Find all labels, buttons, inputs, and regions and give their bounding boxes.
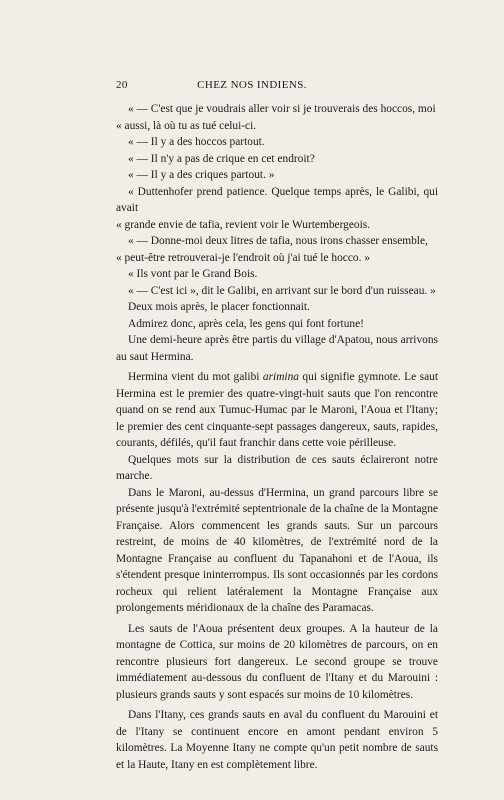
- paragraph: Les sauts de l'Aoua présentent deux groupes. A la hauteur de la montagne de Cottica, sur moins de 20 kilomètres de parcours, on en rencontre plusieurs fort dangereux. Le second groupe se trouve immédiatement au-dessous du confluent de l'Itany et du Marouini : plusieurs grands sauts y sont espacés sur moins de 10 kilomètres.: [116, 622, 438, 701]
- paragraph-text: Hermina vient du mot galibi: [128, 371, 263, 383]
- dialogue-line: « peut-être retrouverai-je l'endroit où j'ai tué le hocco. »: [116, 251, 370, 264]
- paragraph: Une demi-heure après être partis du village d'Apatou, nous arrivons au saut Hermina.: [116, 334, 438, 363]
- dialogue-line: « grande envie de tafia, revient voir le Wurtembergeois.: [116, 218, 371, 231]
- dialogue-line: « — Il y a des hoccos partout.: [128, 136, 265, 148]
- paragraph: Dans l'Itany, ces grands sauts en aval du confluent du Marouini et de l'Itany se continuent encore en amont pendant environ 5 kilomètres. La Moyenne Itany ne compte qu'un petit nombre de sauts et la Haute, Itany en est complètement libre.: [116, 709, 438, 771]
- dialogue-line: « aussi, là où tu as tué celui-ci.: [116, 119, 257, 132]
- paragraph: Quelques mots sur la distribution de ces sauts éclaireront notre marche.: [116, 453, 438, 482]
- italic-term: arimina: [262, 371, 299, 383]
- dialogue-line: « — Il y a des criques partout. »: [128, 169, 275, 181]
- page-number: 20: [116, 79, 128, 91]
- running-title: CHEZ NOS INDIENS.: [197, 79, 307, 91]
- dialogue-line: « Duttenhofer prend patience. Quelque temps après, le Galibi, qui avait: [116, 185, 438, 214]
- dialogue-line: « — C'est que je voudrais aller voir si je trouverais des hoccos, moi: [128, 103, 436, 115]
- page-header: [0, 79, 504, 95]
- paragraph: Dans le Maroni, au-dessus d'Hermina, un grand parcours libre se présente jusqu'à l'extrémité septentrionale de la chaîne de la Montagne Française. Alors commencent les grands sauts. Sur un parcours restreint, de moins de 40 kilomètres, de l'extrémité nord de la Montagne Française au confluent du Tapanahoni et de l'Aoua, ils s'étendent presque ininterrompus. Ils sont occasionnés par les cordons rocheux qui relient latéralement la Montagne Française aux prolongements méridionaux de la chaîne des Paramacas.: [116, 486, 438, 614]
- dialogue-line: « — Donne-moi deux litres de tafia, nous irons chasser ensemble,: [128, 235, 428, 247]
- dialogue-line: « — Il n'y a pas de crique en cet endroit?: [128, 152, 315, 165]
- paragraph: Deux mois après, le placer fonctionnait.: [128, 301, 310, 313]
- page-body: [116, 101, 438, 773]
- paragraph-text: qui signifie gymnote. Le saut Hermina est le premier des quatre-vingt-huit sauts que l'on rencontre quand on se rend aux Tumuc-Humac par le Maroni, l'Aoua et l'Itany; le premier des cent cinquante-sept passages dangereux, sauts, rapides, courants, défilés, qu'il faut franchir dans cette voie périlleuse.: [116, 371, 438, 449]
- dialogue-line: « — C'est ici », dit le Galibi, en arrivant sur le bord d'un ruisseau. »: [128, 284, 436, 297]
- paragraph: Admirez donc, après cela, les gens qui font fortune!: [128, 317, 364, 330]
- paragraph-hermina: [116, 369, 438, 452]
- dialogue-line: « Ils vont par le Grand Bois.: [128, 268, 258, 280]
